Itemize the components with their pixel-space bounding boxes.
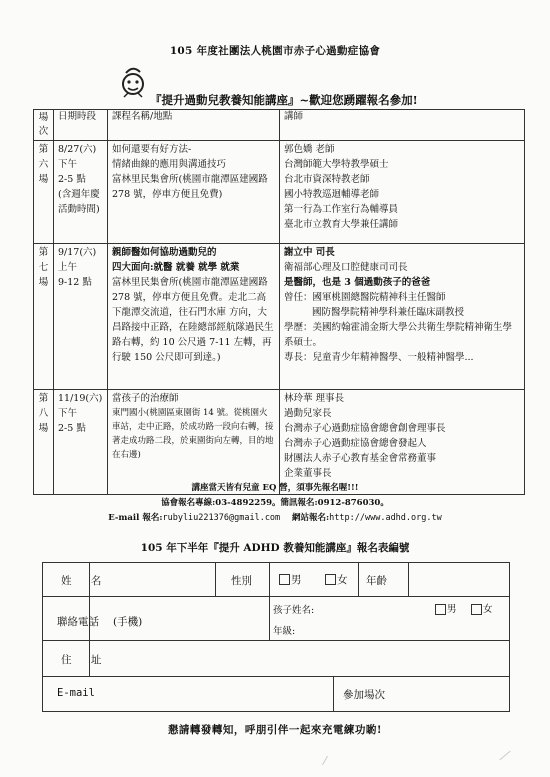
lecturer-cell: 郭色嬌 老師 台灣師範大學特教學碩士 台北市資深特教老師 國小特教巡迴輔導老師 第一行為工作室行為輔導員 臺北市立教育大學兼任講師 bbox=[280, 141, 525, 244]
child-female-label: 女 bbox=[483, 604, 493, 615]
female-checkbox[interactable] bbox=[325, 574, 336, 585]
table-row bbox=[34, 141, 525, 244]
header-time: 日期時段 bbox=[54, 110, 108, 141]
footer-message: 懇請轉發轉知，呼朋引伴一起來充電練功喲! bbox=[167, 724, 383, 736]
online-registration: E-mail 報名:rubyliu221376@gmail.com 網站報名:http://www.adhd.org.tw bbox=[108, 513, 442, 523]
session-cell: 第 六 場 bbox=[34, 141, 54, 244]
email-link[interactable]: rubyliu221376@gmail.com bbox=[162, 513, 281, 523]
male-label: 男 bbox=[291, 574, 302, 586]
name-label: 姓 名 bbox=[61, 575, 110, 587]
address-label: 住 址 bbox=[61, 654, 110, 666]
lecturer-cell: 林玲華 理事長 過動兒家長 台灣赤子心過動症協會總會創會理事長 台灣赤子心過動症協會總會發起人 財團法人赤子心教育基金會常務董事 企業董事長 bbox=[280, 390, 525, 495]
age-field[interactable] bbox=[410, 565, 506, 594]
header-course: 課程名稱/地點 bbox=[108, 110, 280, 141]
address-field[interactable] bbox=[91, 643, 505, 674]
age-label: 年齡 bbox=[366, 575, 387, 587]
header-lecturer: 講師 bbox=[280, 110, 525, 141]
pen-mark bbox=[499, 751, 510, 761]
attend-session-label: 參加場次 bbox=[343, 689, 385, 701]
attend-session-field[interactable] bbox=[408, 679, 506, 709]
event-banner: 『提升過動兒教養知能講座』~歡迎您踴躍報名參加! bbox=[150, 93, 418, 107]
time-cell: 8/27(六) 下午 2-5 點 (含週年慶 活動時間) bbox=[54, 141, 108, 244]
child-male-checkbox[interactable] bbox=[435, 604, 446, 615]
registration-notes bbox=[0, 481, 550, 526]
time-cell: 11/19(六) 下午 2-5 點 bbox=[54, 390, 108, 495]
phone-label: 聯絡電話 bbox=[57, 616, 99, 628]
table-row bbox=[34, 390, 525, 495]
name-field[interactable] bbox=[91, 565, 213, 594]
schedule-table bbox=[33, 109, 525, 495]
phone-registration: 協會報名專線:03-4892259。簡訊報名:0912-876030。 bbox=[161, 498, 389, 508]
session-cell: 第 八 場 bbox=[34, 390, 54, 495]
female-label: 女 bbox=[337, 574, 348, 586]
course-cell: 當孩子的治療師 東門國小(桃園區東園街 14 號。從桃園火車站，走中正路，於成功路一段向右轉，接著走成功路二段，於東園街向左轉，目的地在右邊) bbox=[108, 390, 280, 495]
schedule-header-row bbox=[34, 110, 525, 141]
course-cell: 如何還要有好方法- 情緒曲線的應用與溝通技巧 富林里民集會所(桃園市龍潭區建國路 278 號，停車方便且免費) bbox=[108, 141, 280, 244]
child-name-label: 孩子姓名: bbox=[273, 605, 315, 616]
form-title: 105 年下半年『提升 ADHD 教養知能講座』報名表編號 bbox=[140, 542, 410, 554]
lecturer-cell: 謝立中 司長 衛福部心理及口腔健康司司長 是醫師，也是 3 個過動孩子的爸爸 曾任：國軍桃園總醫院精神科主任醫師 國防醫學院精神學科兼任臨床副教授 學歷：美國約翰霍浦金斯大學公共衛生學院精神衛生學系碩士。 專長：兒童青少年精神醫學、一般精神醫學... bbox=[280, 244, 525, 390]
child-female-checkbox[interactable] bbox=[471, 604, 482, 615]
email-label: E-mail bbox=[57, 687, 95, 699]
mobile-label[interactable]: (手機) bbox=[113, 616, 143, 628]
time-cell: 9/17(六) 上午 9-12 點 bbox=[54, 244, 108, 390]
child-male-label: 男 bbox=[447, 604, 457, 615]
website-link[interactable]: http://www.adhd.org.tw bbox=[329, 513, 442, 523]
male-checkbox[interactable] bbox=[279, 574, 290, 585]
eq-camp-note: 講座當天皆有兒童 EQ 營，須事先報名喔!!! bbox=[191, 483, 359, 493]
gender-label: 性別 bbox=[231, 575, 252, 587]
email-field[interactable] bbox=[91, 679, 331, 709]
session-cell: 第 七 場 bbox=[34, 244, 54, 390]
registration-form bbox=[42, 562, 510, 712]
association-logo-icon bbox=[118, 64, 148, 98]
header-session: 場次 bbox=[34, 110, 54, 141]
table-row bbox=[34, 244, 525, 390]
organization-title: 105 年度社團法人桃園市赤子心過動症協會 bbox=[169, 45, 381, 57]
course-cell: 親師醫如何協助過動兒的 四大面向:就醫 就養 就學 就業 富林里民集會所(桃園市龍潭區建國路 278 號，停車方便且免費。走北二高下龍潭交流道，往石門水庫 方向，大昌路接中正路，在陸總部經航隊過民生路右轉，約 10 公尺過 7-11 左轉，再行駛 150 公尺即可到達。) bbox=[108, 244, 280, 390]
grade-label: 年級: bbox=[273, 626, 296, 637]
pen-mark bbox=[322, 756, 328, 765]
